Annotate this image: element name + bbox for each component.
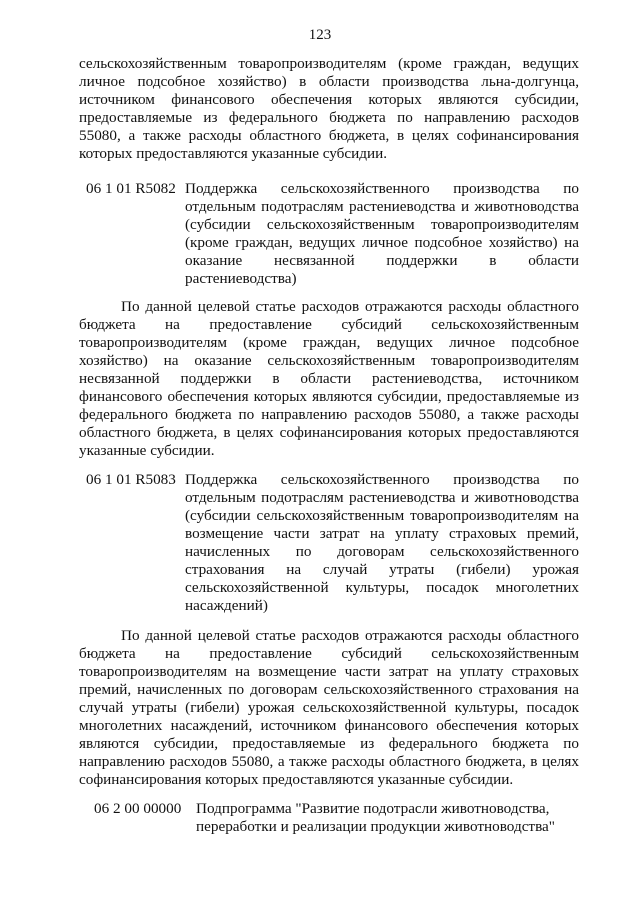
entry-title: Поддержка сельскохозяйственного производства по отдельным подотраслям растениеводства и животноводства (субсидии сельскохозяйственным товаропроизводителям на возмещение части затрат на уплату страховых премий, начисленных по договорам сельскохозяйственного страхования на случай утраты (гибели) урожая сельскохозяйственной культуры, посадок многолетних насаждений): [185, 471, 579, 614]
entry-code: 06 1 01 R5082: [86, 180, 176, 197]
entry-code: 06 1 01 R5083: [86, 471, 176, 488]
entry-description: По данной целевой статье расходов отражаются расходы областного бюджета на предоставление субсидий сельскохозяйственным товаропроизводителям на возмещение части затрат на уплату страховых премий, начисленных по договорам сельскохозяйственного страхования на случай утраты (гибели) урожая сельскохозяйственной культуры, посадок многолетних насаждений, источником финансового обеспечения которых являются субсидии, предоставляемые из федерального бюджета по направлению расходов 55080, а также расходы областного бюджета, в целях софинансирования которых предоставляются указанные субсидии.: [79, 627, 579, 788]
entry-title: Поддержка сельскохозяйственного производства по отдельным подотраслям растениеводства и животноводства (субсидии сельскохозяйственным товаропроизводителям (кроме граждан, ведущих личное подсобное хозяйство) на оказание несвязанной поддержки в области растениеводства): [185, 180, 579, 287]
entry-description: По данной целевой статье расходов отражаются расходы областного бюджета на предоставление субсидий сельскохозяйственным товаропроизводителям (кроме граждан, ведущих личное подсобное хозяйство) на оказание сельскохозяйственным товаропроизводителям несвязанной поддержки в области растениеводства, источником финансового обеспечения которых являются субсидии, предоставляемые из федерального бюджета по направлению расходов 55080, а также расходы областного бюджета, в целях софинансирования которых предоставляются указанные субсидии.: [79, 298, 579, 459]
budget-entry-r5082: [79, 180, 579, 288]
budget-entry-r5083: [79, 471, 579, 615]
intro-paragraph: сельскохозяйственным товаропроизводителям (кроме граждан, ведущих личное подсобное хозяйство) в области производства льна-долгунца, источником финансового обеспечения которых являются субсидии, предоставляемые из федерального бюджета по направлению расходов 55080, а также расходы областного бюджета, в целях софинансирования которых предоставляются указанные субсидии.: [79, 55, 579, 162]
subprogram-entry: [79, 800, 579, 836]
entry-title: Подпрограмма "Развитие подотрасли животноводства, переработки и реализации продукции животноводства": [196, 800, 555, 835]
entry-code: 06 2 00 00000: [94, 800, 182, 817]
page-number: 123: [308, 27, 332, 43]
